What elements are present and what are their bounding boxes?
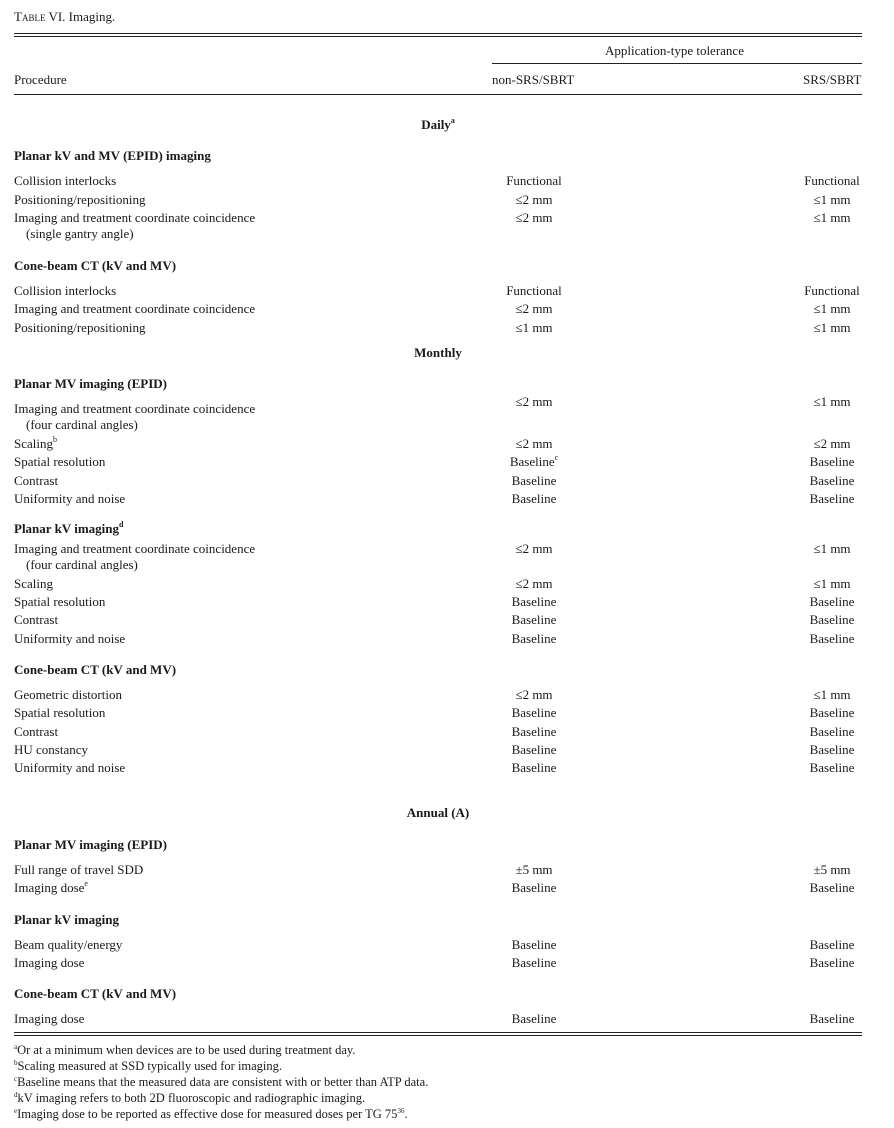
row-value-non-srs: Baseline [511,1011,557,1026]
row-value-srs: Baseline [809,1011,855,1026]
bottom-rule-2 [14,1035,862,1036]
row-label: Uniformity and noise [14,631,126,646]
row-value-non-srs: ±5 mm [515,862,553,877]
row-value-srs: Baseline [809,631,855,646]
row-value-srs: ≤1 mm [813,192,851,207]
row-label: Imaging dose [14,955,85,970]
row-value-non-srs: Functional [506,283,562,298]
row-label: Contrast [14,612,59,627]
footnote-d: $^d$kV imaging refers to both 2D fluoroscopic and radiographic imaging. [14,1091,366,1105]
row-value-srs: Baseline [809,705,855,720]
row-label: Spatial resolution [14,594,106,609]
row-label: Collision interlocks [14,173,117,188]
row-label: Positioning/repositioning [14,320,146,335]
section-monthly: Monthly [414,345,462,360]
row-label: Collision interlocks [14,283,117,298]
top-rule-2 [14,36,862,37]
row-value-srs: Baseline [809,491,855,506]
row-value-srs: ≤1 mm [813,687,851,702]
row-value-non-srs: Baseline [511,880,557,895]
footnote-e: $^e$Imaging dose to be reported as effective dose for measured doses per TG $75^{36}$. [14,1107,408,1121]
row-label: Imaging dose [14,1011,85,1026]
row-value-non-srs: ≤2 mm [515,192,553,207]
row-value-non-srs: Baseline [511,473,557,488]
table-number: Table VI. [14,9,66,24]
row-value-srs: Baseline [809,955,855,970]
row-label: Spatial resolution [14,705,106,720]
row-value-non-srs: Baseline [511,631,557,646]
footnote-c: $^c$Baseline means that the measured data are consistent with or better than ATP data. [14,1075,429,1089]
group-heading: Planar MV imaging (EPID) [14,376,167,391]
row-value-non-srs: ≤2 mm [515,301,553,316]
tolerance-group-header: Application-type tolerance [605,43,744,58]
row-value-non-srs: Baseline [511,594,557,609]
section-annual: Annual (A) [406,805,470,820]
row-value-srs: Baseline [809,454,855,469]
row-value-srs: Functional [804,283,860,298]
row-label: Scaling [14,576,53,591]
non-srs-column-header: non-SRS/SBRT [492,72,575,87]
row-value-srs: ±5 mm [813,862,851,877]
top-rule-1 [14,33,862,34]
table-caption [14,9,115,25]
row-label: Beam quality/energy [14,937,123,952]
row-label: Positioning/repositioning [14,192,146,207]
reference-mark: 36 [397,1107,405,1115]
row-value-srs: Baseline [809,612,855,627]
row-value-non-srs: ≤2 mm [515,687,553,702]
row-value-non-srs: ≤1 mm [515,320,553,335]
row-label: Uniformity and noise [14,760,126,775]
footnote-a: $^a$Or at a minimum when devices are to be used during treatment day. [14,1043,356,1057]
row-label: Uniformity and noise [14,491,126,506]
group-heading: Cone-beam CT (kV and MV) [14,662,177,677]
row-value-non-srs: Baseline [511,937,557,952]
row-value-non-srs: Baseline [511,491,557,506]
footnote-b: $^b$Scaling measured at SSD typically used for imaging. [14,1059,283,1073]
group-heading: Planar kV imaging$^d$ [14,519,124,536]
row-value-non-srs: ≤2 mm [515,541,553,556]
row-label: Scaling$^b$ [14,434,57,451]
table-title: Imaging. [65,9,116,24]
footnote-mark: b [53,434,57,444]
row-value-srs: Baseline [809,594,855,609]
row-label-continuation: (single gantry angle) [26,226,134,241]
row-label: Imaging and treatment coordinate coincidence [14,541,256,556]
row-label: Contrast [14,473,59,488]
header-bottom-rule [14,94,862,95]
row-value-non-srs: Baseline [511,955,557,970]
footnote-mark: d [118,519,124,529]
group-rule [492,63,862,64]
group-heading: Cone-beam CT (kV and MV) [14,986,177,1001]
row-value-non-srs: ≤2 mm [515,576,553,591]
row-value-srs: ≤1 mm [813,320,851,335]
footnote-mark: c [554,452,559,462]
row-label: Contrast [14,724,59,739]
row-value-srs: Functional [804,173,860,188]
row-value-non-srs: Baseline [511,760,557,775]
srs-column-header: SRS/SBRT [803,72,862,87]
row-label: Spatial resolution [14,454,106,469]
row-label: Full range of travel SDD [14,862,144,877]
row-value-srs: ≤1 mm [813,394,851,409]
row-value-srs: Baseline [809,473,855,488]
row-label: Imaging dose$^e$ [14,878,88,895]
row-label: Imaging and treatment coordinate coincidence [14,401,256,416]
row-value-non-srs: Baseline [511,705,557,720]
row-value-non-srs: ≤2 mm [515,210,553,225]
row-value-srs: ≤2 mm [813,436,851,451]
footnote-mark: e [84,878,88,888]
row-value-non-srs: Functional [506,173,562,188]
group-heading: Cone-beam CT (kV and MV) [14,258,177,273]
row-label-continuation: (four cardinal angles) [26,417,138,432]
row-value-srs: ≤1 mm [813,541,851,556]
row-value-srs: ≤1 mm [813,210,851,225]
row-value-non-srs: ≤2 mm [515,436,553,451]
row-value-non-srs: Baseline [511,742,557,757]
row-value-srs: Baseline [809,937,855,952]
footnote-mark: a [450,115,455,125]
row-value-srs: Baseline [809,724,855,739]
row-label-continuation: (four cardinal angles) [26,557,138,572]
group-heading: Planar kV imaging [14,912,119,927]
row-value-srs: Baseline [809,880,855,895]
group-heading: Planar kV and MV (EPID) imaging [14,148,211,163]
row-label: Imaging and treatment coordinate coincidence [14,210,256,225]
group-heading: Planar MV imaging (EPID) [14,837,167,852]
row-value-non-srs: Baseline$^c$ [509,452,559,469]
row-label: Imaging and treatment coordinate coincidence [14,301,256,316]
section-daily: Daily$^a$ [421,115,455,132]
row-value-srs: ≤1 mm [813,576,851,591]
row-label: Geometric distortion [14,687,122,702]
row-value-srs: Baseline [809,760,855,775]
row-value-non-srs: ≤2 mm [515,394,553,409]
row-value-non-srs: Baseline [511,612,557,627]
bottom-rule-1 [14,1032,862,1033]
row-value-srs: Baseline [809,742,855,757]
row-value-srs: ≤1 mm [813,301,851,316]
row-value-non-srs: Baseline [511,724,557,739]
procedure-column-header: Procedure [14,72,67,87]
row-label: HU constancy [14,742,89,757]
